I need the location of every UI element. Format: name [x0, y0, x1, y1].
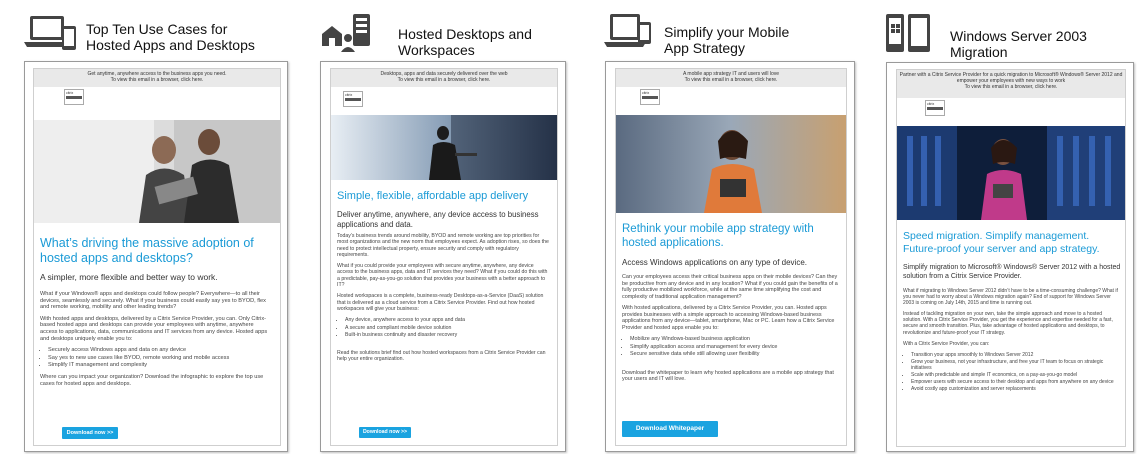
download-button[interactable]: Download now >> [62, 427, 118, 439]
email-preview [33, 68, 281, 446]
citrix-logo: citrix [64, 89, 84, 105]
bullet-item: • Transition your apps smoothly to Windows Server 2012 [911, 352, 1121, 358]
email-topbar: Partner with a Citrix Service Provider for a quick migration to Microsoft® Windows® Server 2012 and empower your employees with new ways to work To view this email in a browser, click here. [897, 70, 1125, 98]
column-title-line1: Top Ten Use Cases for [86, 21, 228, 37]
email-body [337, 233, 551, 368]
email-topbar: A mobile app strategy IT and users will love To view this email in a browser, click here. [616, 69, 846, 87]
email-paragraph: What if you could provide your employees with secure anytime, anywhere, any device access to the business apps, data and IT services they need? What if you could do this with a predictable, pay-as-you-go solution that provides your business with a better approach to IT? [337, 263, 548, 289]
bullet-item: • Mobilize any Windows-based business application [630, 336, 840, 343]
email-paragraph: With hosted apps and desktops, delivered by a Citrix Service Provider, you can. Only Citrix-based hosted apps and desktops can provide your employees with anytime, anywhere access to applications, data, communications and IT services from any device. Hosted apps and desktops uniquely enable you to: [40, 315, 268, 342]
email-paragraph: Instead of tackling migration on your own, take the simple approach and move to a hosted solution. With a Citrix Service Provider, you get the experience and expertise needed for a fast, secure and smooth transition. Plus, take advantage of hosted applications and desktops, to revolutionize and future-proof your IT strategy. [903, 311, 1113, 336]
email-body [903, 288, 1121, 397]
citrix-logo: citrix [925, 100, 945, 116]
bullet-item: • Avoid costly app customization and server replacements [911, 386, 1121, 392]
email-bullets [903, 352, 1121, 393]
download-button[interactable]: Download now >> [359, 427, 411, 438]
email-subheadline: Deliver anytime, anywhere, any device access to business applications and data. [337, 210, 539, 229]
email-closing: Read the solutions brief find out how hosted workspaces from a Citrix Service Provider can help your entire organization. [337, 350, 546, 363]
email-headline: What’s driving the massive adoption of hosted apps and desktops? [40, 236, 254, 265]
column-title-line2: Hosted Apps and Desktops [86, 37, 255, 53]
devices-icon [24, 12, 76, 54]
bullet-item: • Scale with predictable and simple IT economics, on a pay-as-you-go model [911, 372, 1121, 378]
email-headline: Rethink your mobile app strategy with hosted applications. [622, 223, 814, 249]
email-subheadline: Access Windows applications on any type of device. [622, 258, 807, 267]
column-hosted-desktops [320, 0, 564, 454]
email-topbar: Desktops, apps and data securely delivered over the web To view this email in a browser, click here. [331, 69, 557, 87]
email-body [622, 274, 840, 388]
email-preview [330, 68, 558, 446]
citrix-logo: citrix [343, 91, 363, 107]
email-preview-card[interactable] [24, 61, 288, 452]
bullet-item: • A secure and compliant mobile device solution [345, 325, 551, 331]
hero-photo [897, 126, 1125, 220]
column-title-line2: Migration [950, 44, 1008, 60]
column-header [320, 0, 564, 60]
hero-photo [331, 115, 557, 180]
bullet-item: • Grow your business, not your infrastructure, and free your IT team to focus on strategic initiatives [911, 359, 1121, 371]
email-paragraph: Today’s business trends around mobility, BYOD and remote working are top priorities for most organizations and the new norm that employees expect. As adoption rises, so does the need to protect intellectual property, ensure security and comply with regulatory requirements. [337, 233, 549, 258]
column-title-line1: Hosted Desktops and [398, 26, 532, 42]
column-windows-server [882, 0, 1134, 454]
email-preview-card[interactable] [320, 61, 566, 452]
hero-photo [616, 115, 846, 213]
email-preview-card[interactable] [886, 62, 1134, 452]
column-title-line1: Simplify your Mobile [664, 24, 790, 40]
email-paragraph: Can your employees access their critical business apps on their mobile devices? Can they be productive from any device and in any location? What if you could gain the benefits of a fully productive mobilized workforce, while at the same time simplifying the cost and complexity of traditional application management? [622, 274, 838, 300]
email-closing: Where can you impact your organization? Download the infographic to explore the top use cases for hosted apps and desktops. [40, 373, 264, 387]
bullet-item: • Built-in business continuity and disaster recovery [345, 332, 551, 338]
column-header [24, 0, 286, 60]
column-hosted-apps [24, 0, 286, 454]
email-paragraph: What if your Windows® apps and desktops could follow people? Everywhere—to all their devices, seamlessly and securely. What if your business could easily say yes to BYOD, flex and remote working, mobility and other leading trends? [40, 291, 266, 311]
email-preview-card[interactable] [605, 61, 855, 452]
column-title-line1: Windows Server 2003 [950, 28, 1087, 44]
email-preview [615, 68, 847, 446]
email-subheadline: A simpler, more flexible and better way to work. [40, 272, 218, 282]
email-paragraph: With a Citrix Service Provider, you can: [903, 340, 990, 347]
bullet-item: • Empower users with secure access to their desktop and apps from anywhere on any device [911, 379, 1121, 385]
email-headline: Simple, flexible, affordable app delivery [337, 190, 529, 202]
bullet-item: • Simplify application access and management for every device [630, 344, 840, 351]
email-subheadline: Simplify migration to Microsoft® Windows® Server 2012 with a hosted solution from a Citrix Service Provider. [903, 264, 1121, 280]
email-preview [896, 69, 1126, 447]
bullet-item: • Any device, anywhere access to your apps and data [345, 317, 551, 323]
email-paragraph: Hosted workspaces is a complete, business-ready Desktops-as-a-Service (DaaS) solution that is delivered as a cloud service from a Citrix Service Provider. Find out how hosted workspaces will give your business: [337, 293, 544, 312]
download-whitepaper-button[interactable]: Download Whitepaper [622, 421, 718, 437]
email-bullets [337, 317, 551, 338]
column-mobile-app [600, 0, 848, 454]
email-headline: Speed migration. Simplify management. Future-proof your server and app strategy. [903, 230, 1100, 255]
email-bullets [622, 336, 840, 358]
email-paragraph: What if migrating to Windows Server 2012 didn’t have to be a time-consuming challenge? What if you never had to worry about a Windows migration again? End of support for Windows Server 2003 is coming on July 14th, 2015 and time is running out. [903, 288, 1118, 307]
mobile-devices-icon [600, 12, 652, 54]
bullet-item: • Secure sensitive data while still allowing user flexibility [630, 351, 840, 358]
email-bullets [40, 347, 272, 369]
bullet-item: • Say yes to new use cases like BYOD, remote working and mobile access [48, 355, 272, 362]
column-title-line2: Workspaces [398, 42, 475, 58]
email-body [40, 291, 272, 392]
hero-photo [34, 120, 280, 223]
email-paragraph: With hosted applications, delivered by a Citrix Service Provider, you can. Hosted apps provides businesses with a simple approach to accessing Windows-based business applications from any device—tablet, smartphone, Mac or PC. Learn how a Citrix Service Provider and hosted apps enable you to: [622, 305, 835, 331]
citrix-logo: citrix [640, 89, 660, 105]
email-topbar: Get anytime, anywhere access to the business apps you need. To view this email in a browser, click here. [34, 69, 280, 87]
column-header [882, 0, 1134, 60]
column-header [600, 0, 848, 60]
email-closing: Download the whitepaper to learn why hosted applications are a mobile app strategy that your users and IT will love. [622, 369, 834, 382]
bullet-item: • Simplify IT management and complexity [48, 362, 272, 369]
bullet-item: • Securely access Windows apps and data on any device [48, 347, 272, 354]
column-title-line2: App Strategy [664, 40, 745, 56]
windows-server-icon [882, 12, 934, 54]
workspace-icon [320, 12, 372, 54]
